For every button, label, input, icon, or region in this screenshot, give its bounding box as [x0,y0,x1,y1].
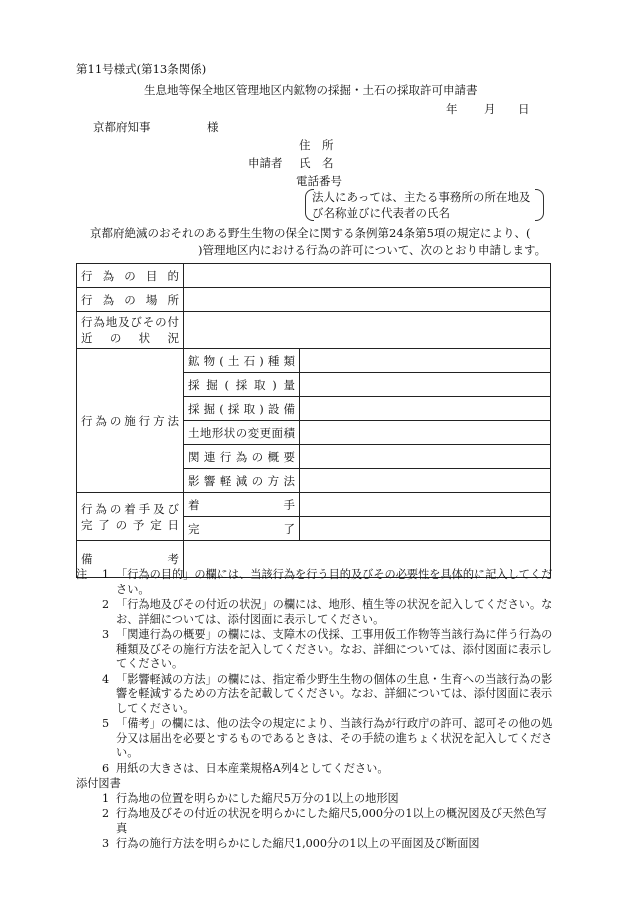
date-day: 日 [518,102,530,116]
attachment-number: 2 [102,807,110,820]
attachment-text: 行為地の位置を明らかにした縮尺5万分の1以上の地形図 [116,791,399,805]
form-title: 生息地等保全地区管理地区内鉱物の採掘・土石の採取許可申請書 [144,83,478,97]
end-date-field[interactable] [300,517,551,541]
start-date-field[interactable] [300,493,551,517]
corp-note-line2: び名称並びに代表者の氏名 [312,206,450,220]
place-label: 行為の場所 [77,288,184,312]
end-label: 完 了 [184,517,300,541]
place-field[interactable] [184,288,551,312]
schedule-label-line2: 完了の予定日 [81,517,179,532]
note-3 [76,628,556,672]
attachment-3 [76,837,556,852]
form-number: 第11号様式(第13条関係) [76,62,207,76]
notes-section [76,568,556,853]
notes-head: 注 [76,568,88,581]
vicinity-label-line1: 行為地及びその付 [81,315,179,329]
mining-equipment-label: 採掘(採取)設備 [184,397,300,421]
note-1 [76,568,556,597]
note-text: 「行為の目的」の欄には、当該行為を行う目的及びその必要性を具体的に記入してください。 [116,568,553,596]
land-change-area-field[interactable] [300,421,551,445]
mineral-type-label: 鉱物(土石)種類 [184,349,300,373]
purpose-field[interactable] [184,264,551,288]
applicant-label: 申請者 [248,156,283,170]
address-label: 住 所 [299,138,334,152]
vicinity-label-cell [77,312,184,349]
phone-label: 電話番号 [296,174,342,188]
note-number: 5 [102,717,110,730]
note-4 [76,673,556,717]
purpose-label: 行為の目的 [77,264,184,288]
attachment-text: 行為地及びその付近の状況を明らかにした縮尺5,000分の1以上の概況図及び天然色写真 [116,807,547,835]
mining-equipment-field[interactable] [300,397,551,421]
right-bracket [535,189,544,221]
addressee: 京都府知事 [93,120,151,134]
note-2 [76,598,556,627]
date-year: 年 [446,102,458,116]
vicinity-field[interactable] [184,312,551,349]
vicinity-label-line2: 近の状況 [81,331,179,345]
impact-mitigation-field[interactable] [300,469,551,493]
attachment-text: 行為の施行方法を明らかにした縮尺1,000分の1以上の平面図及び断面図 [116,837,480,850]
land-change-area-label: 土地形状の変更面積 [184,421,300,445]
impact-mitigation-label: 影響軽減の方法 [184,469,300,493]
mining-amount-field[interactable] [300,373,551,397]
note-number: 6 [102,761,110,775]
note-text: 「影響軽減の方法」の欄には、指定希少野生生物の個体の生息・生育への当該行為の影響を軽減するための方法を記載してください。なお、詳細については、添付図面に表示してください。 [116,672,553,715]
attachment-number: 1 [102,791,110,805]
intro-line1: 京都府絶滅のおそれのある野生生物の保全に関する条例第24条第5項の規定により、( [90,226,531,240]
note-text: 用紙の大きさは、日本産業規格A列4としてください。 [116,761,389,775]
note-6 [76,762,556,777]
note-number: 2 [102,598,110,611]
mineral-type-field[interactable] [300,349,551,373]
start-label: 着 手 [184,493,300,517]
date-month: 月 [484,102,496,116]
intro-line2: )管理地区内における行為の許可について、次のとおり申請します。 [198,243,547,257]
related-activity-field[interactable] [300,445,551,469]
attachment-2 [76,807,556,836]
schedule-label-line1: 行為の着手及び [81,501,179,516]
application-table [76,263,551,578]
note-5 [76,717,556,761]
related-activity-label: 関連行為の概要 [184,445,300,469]
note-text: 「行為地及びその付近の状況」の欄には、地形、植生等の状況を記入してください。なお、詳細については、添付図面に表示してください。 [116,598,553,626]
corp-note-line1: 法人にあっては、主たる事務所の所在地及 [312,190,531,204]
honorific: 様 [207,120,219,134]
note-number: 3 [102,628,110,641]
note-text: 「関連行為の概要」の欄には、支障木の伐採、工事用仮工作物等当該行為に伴う行為の種類及びその施行方法を記入してください。なお、詳細については、添付図面に表示してください。 [116,628,553,670]
method-label: 行為の施行方法 [77,349,184,493]
attachment-number: 3 [102,837,110,850]
attachment-1 [76,792,556,807]
schedule-label-cell [77,493,184,541]
note-number: 4 [102,672,110,686]
note-text: 「備考」の欄には、他の法令の規定により、当該行為が行政庁の許可、認可その他の処分又は届出を必要とするものであるときは、その手続の進ちょく状況を記入してください。 [116,717,553,759]
remarks-label: 備 考 [77,541,184,578]
name-label: 氏 名 [299,156,334,170]
mining-amount-label: 採掘(採取)量 [184,373,300,397]
attachments-head: 添付図書 [76,777,121,790]
note-number: 1 [102,568,110,581]
